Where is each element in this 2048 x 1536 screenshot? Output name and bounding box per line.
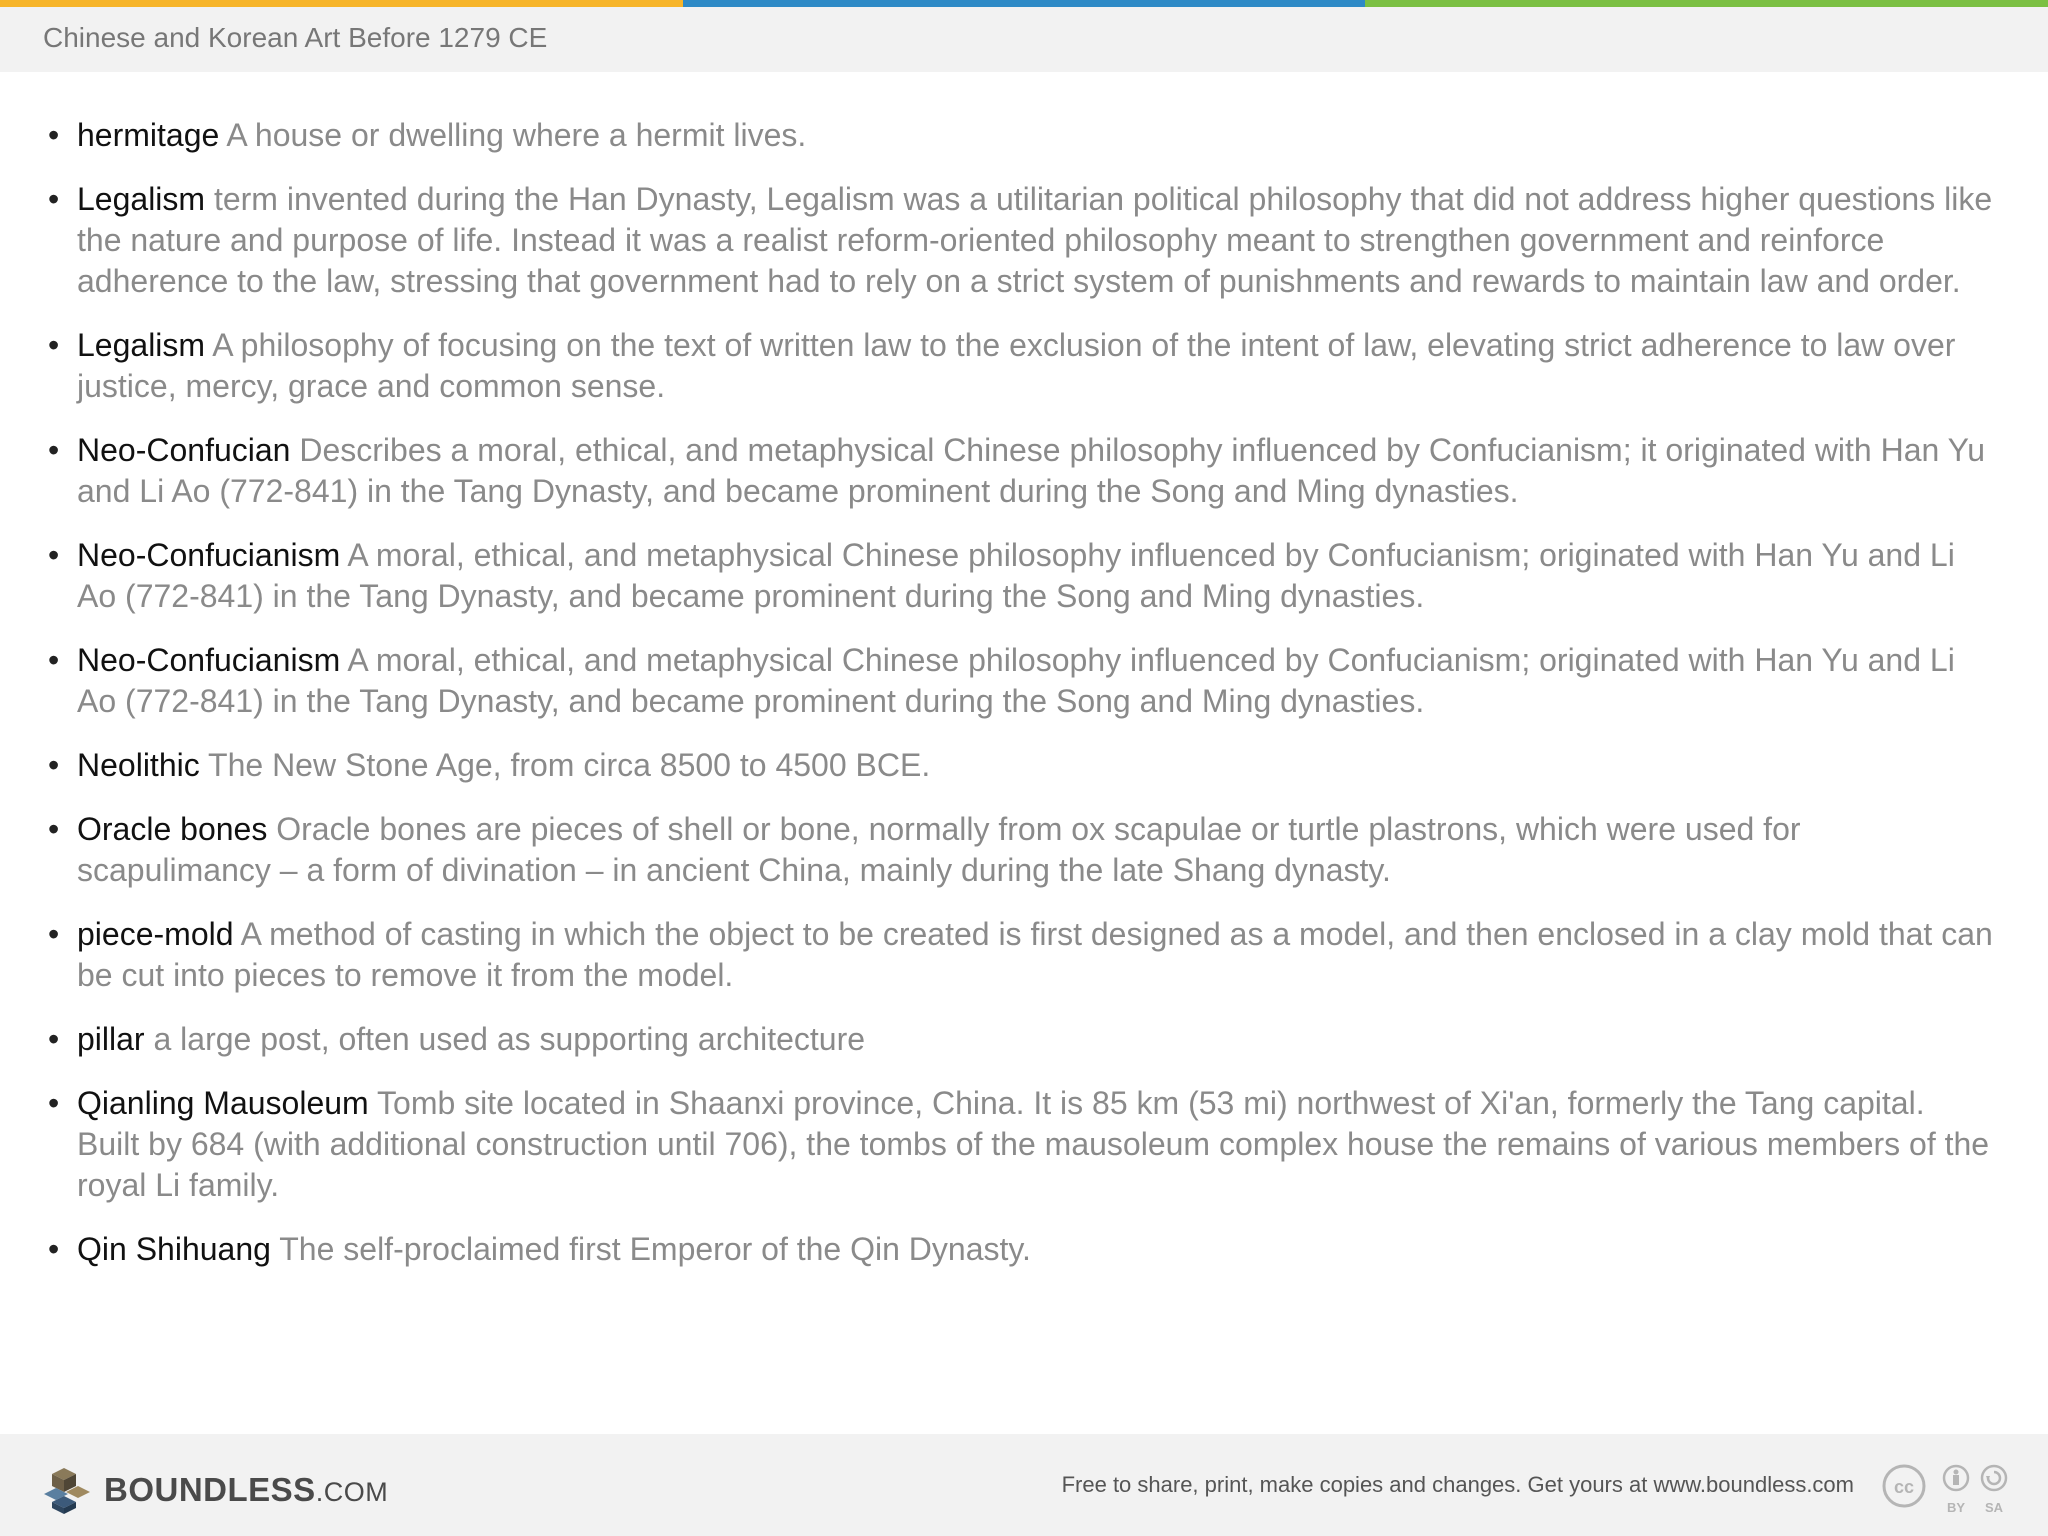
glossary-term: Legalism	[77, 181, 206, 217]
glossary-item	[48, 914, 1993, 996]
by-label: BY	[1946, 1500, 1966, 1515]
glossary-term: Neo-Confucianism	[77, 537, 341, 573]
boundless-logo[interactable]	[42, 1466, 388, 1514]
bullet-icon: •	[48, 1085, 60, 1121]
glossary-item	[48, 1019, 1993, 1060]
brand-wordmark	[104, 1471, 388, 1509]
glossary-definition: term invented during the Han Dynasty, Legalism was a utilitarian political philosophy that did not address higher questions like the nature and purpose of life. Instead it was a realist reform-oriented philosophy meant to strengthen government and reinforce adherence to the law, stressing that government had to rely on a strict system of punishments and rewards to maintain law and order.	[77, 181, 1993, 299]
glossary-term: Neolithic	[77, 747, 200, 783]
glossary-term: piece-mold	[77, 916, 234, 952]
glossary-item	[48, 115, 1993, 156]
glossary-item	[48, 1229, 1993, 1270]
cc-license-badge[interactable]	[1882, 1464, 2010, 1516]
glossary-term: Oracle bones	[77, 811, 268, 847]
cc-icon	[1884, 1466, 1924, 1506]
glossary-item	[48, 430, 1993, 512]
stripe-segment-blue	[683, 0, 1366, 7]
glossary-term: Qin Shihuang	[77, 1231, 271, 1267]
glossary-definition: The New Stone Age, from circa 8500 to 4500 BCE.	[208, 747, 931, 783]
glossary-item	[48, 179, 1993, 302]
glossary-term: Legalism	[77, 327, 206, 363]
bullet-icon: •	[48, 432, 60, 468]
glossary-term: pillar	[77, 1021, 145, 1057]
glossary-term: Neo-Confucianism	[77, 642, 341, 678]
page-header	[0, 7, 2048, 72]
sa-icon	[1982, 1466, 2006, 1515]
stripe-segment-green	[1365, 0, 2048, 7]
bullet-icon: •	[48, 747, 60, 783]
boundless-cube-icon	[42, 1466, 98, 1514]
svg-text:cc: cc	[1893, 1477, 1915, 1497]
glossary-item	[48, 809, 1993, 891]
glossary-item	[48, 640, 1993, 722]
bullet-icon: •	[48, 642, 60, 678]
page-title: Chinese and Korean Art Before 1279 CE	[43, 22, 548, 53]
bullet-icon: •	[48, 117, 60, 153]
glossary-definition: Describes a moral, ethical, and metaphysical Chinese philosophy influenced by Confucianism; it originated with Han Yu and Li Ao (772-841) in the Tang Dynasty, and became prominent during the Song and Ming dynasties.	[77, 432, 1985, 509]
page-footer	[0, 1434, 2048, 1536]
glossary-item	[48, 535, 1993, 617]
glossary-definition: Oracle bones are pieces of shell or bone, normally from ox scapulae or turtle plastrons, which were used for scapulimancy – a form of divination – in ancient China, mainly during the late Shang dynasty.	[77, 811, 1801, 888]
bullet-icon: •	[48, 811, 60, 847]
glossary-definition: a large post, often used as supporting architecture	[153, 1021, 866, 1057]
brand-suffix: .COM	[315, 1477, 389, 1507]
bullet-icon: •	[48, 181, 60, 217]
bullet-icon: •	[48, 327, 60, 363]
top-color-stripe	[0, 0, 2048, 7]
stripe-segment-orange	[0, 0, 683, 7]
glossary-list	[48, 115, 1993, 1293]
glossary-definition: A moral, ethical, and metaphysical Chinese philosophy influenced by Confucianism; originated with Han Yu and Li Ao (772-841) in the Tang Dynasty, and became prominent during the Song and Ming dynasties.	[77, 537, 1955, 614]
by-icon	[1944, 1466, 1968, 1515]
glossary-definition: Tomb site located in Shaanxi province, China. It is 85 km (53 mi) northwest of Xi'an, formerly the Tang capital. Built by 684 (with additional construction until 706), the tombs of the mausoleum complex house the remains of various members of the royal Li family.	[77, 1085, 1990, 1203]
glossary-definition: A moral, ethical, and metaphysical Chinese philosophy influenced by Confucianism; originated with Han Yu and Li Ao (772-841) in the Tang Dynasty, and became prominent during the Song and Ming dynasties.	[77, 642, 1955, 719]
glossary-definition: A method of casting in which the object to be created is first designed as a model, and then enclosed in a clay mold that can be cut into pieces to remove it from the model.	[77, 916, 1993, 993]
glossary-term: Neo-Confucian	[77, 432, 291, 468]
bullet-icon: •	[48, 1021, 60, 1057]
sa-label: SA	[1984, 1500, 2004, 1515]
bullet-icon: •	[48, 1231, 60, 1267]
brand-name: BOUNDLESS	[104, 1471, 316, 1508]
glossary-item	[48, 325, 1993, 407]
share-notice: Free to share, print, make copies and changes. Get yours at www.boundless.com	[1061, 1472, 1854, 1497]
glossary-term: hermitage	[77, 117, 220, 153]
glossary-definition: A philosophy of focusing on the text of written law to the exclusion of the intent of law, elevating strict adherence to law over justice, mercy, grace and common sense.	[77, 327, 1956, 404]
glossary-definition: A house or dwelling where a hermit lives.	[226, 117, 807, 153]
glossary-item	[48, 745, 1993, 786]
glossary-term: Qianling Mausoleum	[77, 1085, 369, 1121]
bullet-icon: •	[48, 537, 60, 573]
glossary-item	[48, 1083, 1993, 1206]
bullet-icon: •	[48, 916, 60, 952]
glossary-definition: The self-proclaimed first Emperor of the Qin Dynasty.	[279, 1231, 1031, 1267]
